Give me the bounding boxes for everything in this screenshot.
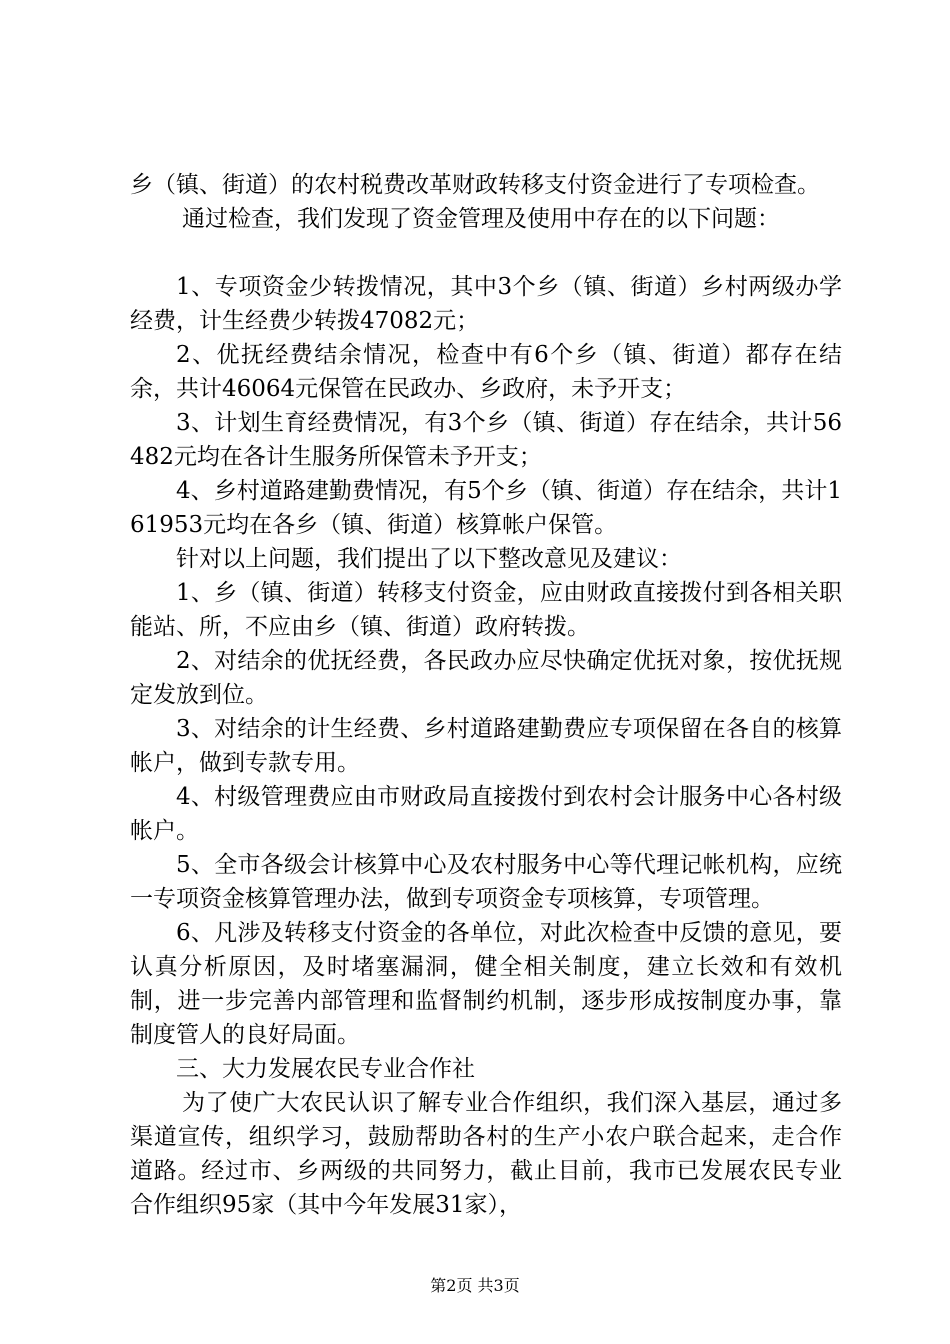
paragraph-suggestion-6: 6、凡涉及转移支付资金的各单位，对此次检查中反馈的意见，要认真分析原因，及时堵塞漏洞，健全相关制度，建立长效和有效机制，进一步完善内部管理和监督制约机制，逐步形成按制度办事，靠制度管人的良好局面。 (130, 920, 842, 1048)
paragraph-problem-1: 1、专项资金少转拨情况，其中3个乡（镇、街道）乡村两级办学经费，计生经费少转拨47082元； (130, 274, 842, 334)
paragraph-suggestion-3: 3、对结余的计生经费、乡村道路建勤费应专项保留在各自的核算帐户，做到专款专用。 (130, 716, 842, 776)
document-body (130, 168, 842, 1222)
paragraph-problem-4: 4、乡村道路建勤费情况，有5个乡（镇、街道）存在结余，共计161953元均在各乡（镇、街道）核算帐户保管。 (130, 478, 842, 538)
paragraph-suggestion-4: 4、村级管理费应由市财政局直接拨付到农村会计服务中心各村级帐户。 (130, 784, 842, 844)
paragraph-suggestions-intro: 针对以上问题，我们提出了以下整改意见及建议： (176, 546, 682, 572)
paragraph-problem-3: 3、计划生育经费情况，有3个乡（镇、街道）存在结余，共计56482元均在各计生服务所保管未予开支； (130, 410, 842, 470)
paragraph-suggestion-5: 5、全市各级会计核算中心及农村服务中心等代理记帐机构，应统一专项资金核算管理办法，做到专项资金专项核算，专项管理。 (130, 852, 842, 912)
page-footer: 第2页 共3页 (430, 1276, 520, 1295)
paragraph-continuation: 乡（镇、街道）的农村税费改革财政转移支付资金进行了专项检查。 (130, 172, 820, 198)
paragraph-problem-2: 2、优抚经费结余情况，检查中有6个乡（镇、街道）都存在结余，共计46064元保管在民政办、乡政府，未予开支； (130, 342, 842, 402)
paragraph-cooperatives: 为了使广大农民认识了解专业合作组织，我们深入基层，通过多渠道宣传，组织学习，鼓励帮助各村的生产小农户联合起来，走合作道路。经过市、乡两级的共同努力，截止目前，我市已发展农民专业合作组织95家（其中今年发展31家）， (130, 1090, 842, 1218)
section-heading-cooperatives: 三、大力发展农民专业合作社 (176, 1056, 475, 1082)
paragraph-problems-intro: 通过检查，我们发现了资金管理及使用中存在的以下问题： (182, 206, 780, 232)
paragraph-suggestion-2: 2、对结余的优抚经费，各民政办应尽快确定优抚对象，按优抚规定发放到位。 (130, 648, 842, 708)
paragraph-suggestion-1: 1、乡（镇、街道）转移支付资金，应由财政直接拨付到各相关职能站、所，不应由乡（镇、街道）政府转拨。 (130, 580, 842, 640)
